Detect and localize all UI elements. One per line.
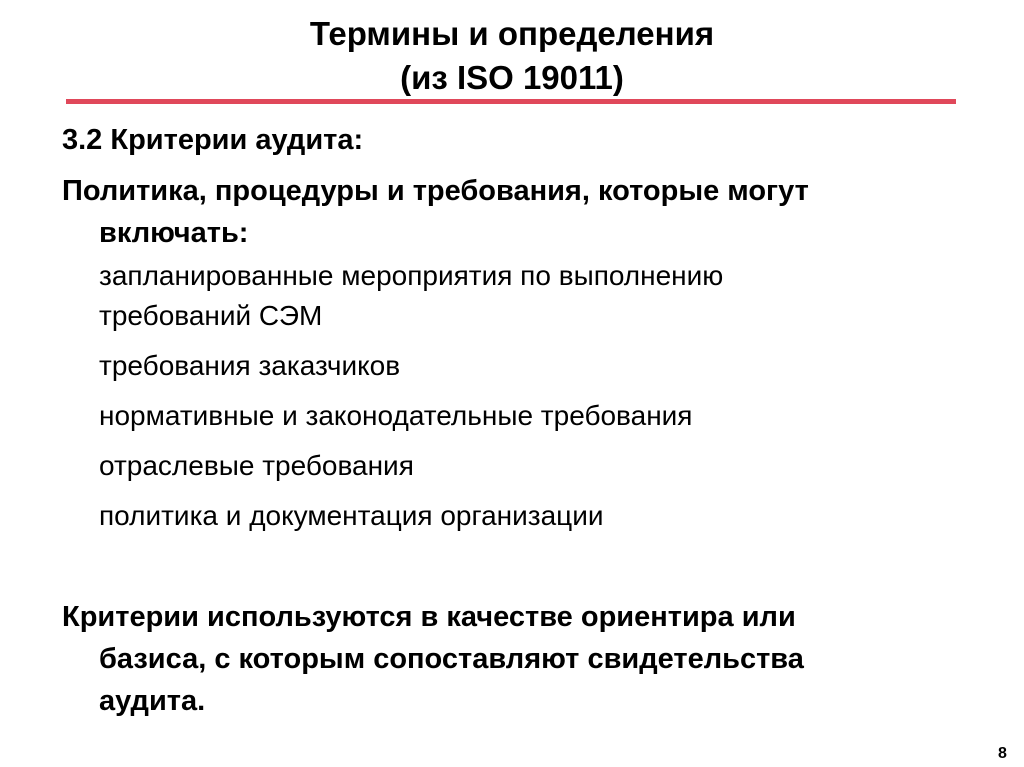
conclusion-paragraph bbox=[62, 596, 804, 722]
list-item bbox=[99, 396, 692, 436]
list-item bbox=[99, 496, 604, 536]
list-item bbox=[99, 346, 400, 386]
slide-subtitle: (из ISO 19011) bbox=[400, 59, 624, 96]
section-heading: 3.2 Критерии аудита: bbox=[62, 124, 364, 156]
list-item-line: нормативные и законодательные требования bbox=[99, 400, 693, 431]
list-item-line: политика и документация организации bbox=[99, 500, 604, 531]
conclusion-line: базиса, с которым сопоставляют свидетельства bbox=[99, 643, 804, 675]
conclusion-line: аудита. bbox=[99, 685, 206, 717]
title-divider bbox=[66, 99, 956, 104]
intro-paragraph bbox=[62, 170, 809, 254]
list-item bbox=[99, 256, 723, 336]
intro-line: включать: bbox=[99, 217, 249, 249]
page-number: 8 bbox=[998, 745, 1007, 762]
slide-title: Термины и определения bbox=[309, 15, 715, 52]
intro-line: Политика, процедуры и требования, которые могут bbox=[62, 175, 809, 207]
list-item-line: требования заказчиков bbox=[99, 350, 401, 381]
list-item-line: запланированные мероприятия по выполнению bbox=[99, 260, 724, 291]
conclusion-line: Критерии используются в качестве ориентира или bbox=[62, 601, 796, 633]
list-item-line: требований СЭМ bbox=[99, 300, 323, 331]
list-item bbox=[99, 446, 414, 486]
list-item-line: отраслевые требования bbox=[99, 450, 414, 481]
